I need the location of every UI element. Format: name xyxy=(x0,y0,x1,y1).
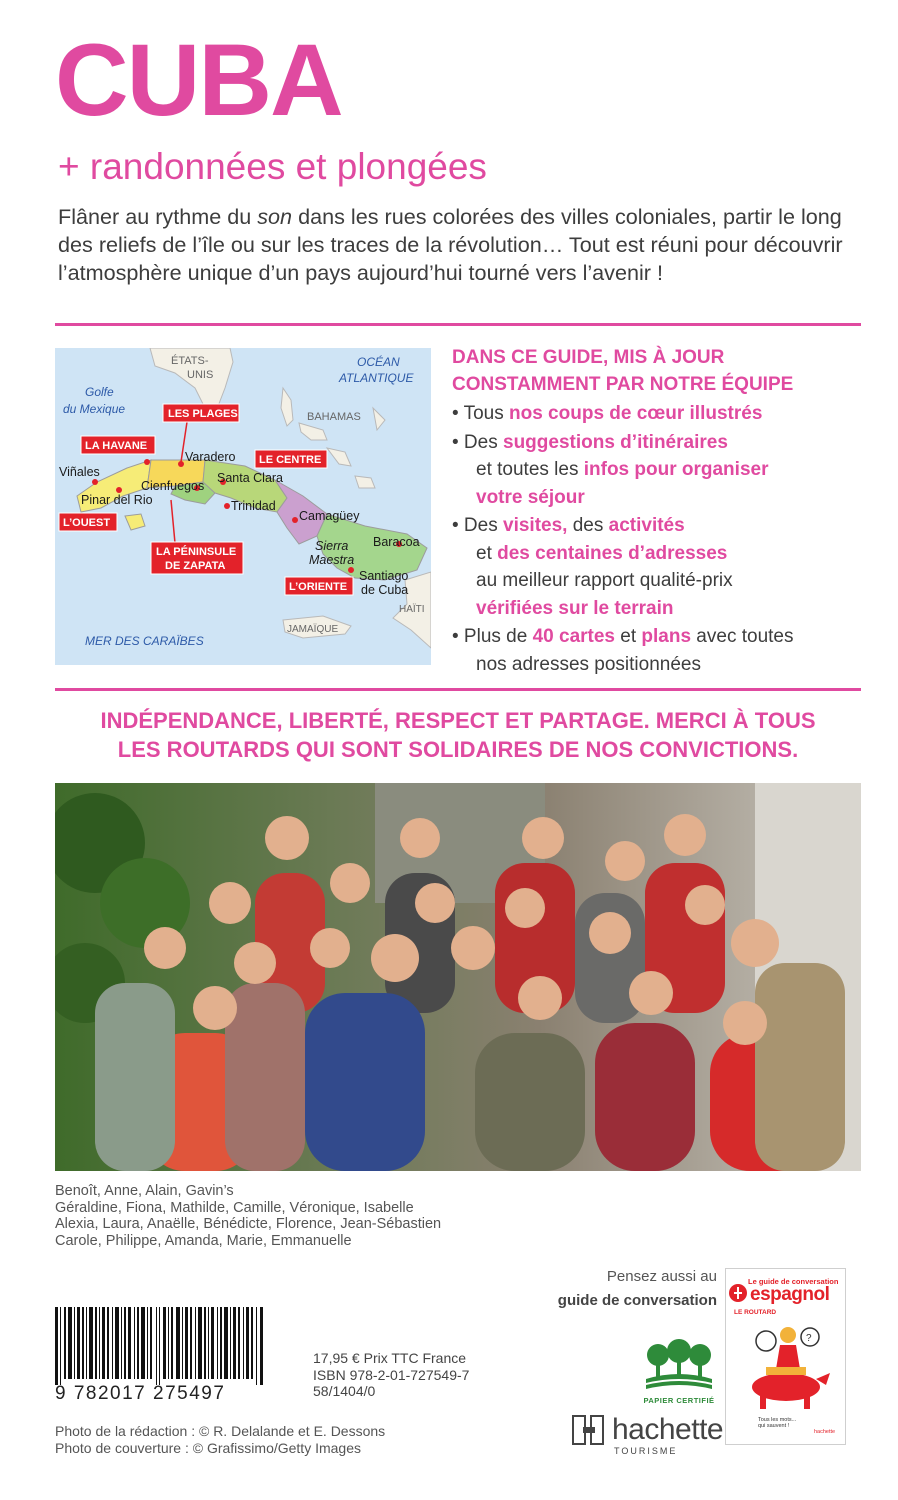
region-label: LE CENTRE xyxy=(259,454,322,466)
phrasebook-cover: ? Le guide de conversation espagnol LE ROUTARD Tous les mots... qui sauvent ! hachette xyxy=(725,1268,846,1445)
city-label: Trinidad xyxy=(231,499,276,513)
country-label: BAHAMAS xyxy=(307,411,361,423)
photo-credits: Photo de la rédaction : © R. Delalande et E. Dessons Photo de couverture : © Grafissimo/Getty Images xyxy=(55,1423,386,1456)
country-label: HAÏTI xyxy=(399,604,425,615)
see-also-note: Pensez aussi au guide de conversation xyxy=(557,1268,717,1309)
region-label: LA PÉNINSULE xyxy=(156,546,237,558)
guide-features xyxy=(452,344,872,679)
city-label: Santa Clara xyxy=(217,471,284,485)
sea-label: OCÉAN xyxy=(357,355,400,369)
city-label: Maestra xyxy=(309,553,355,567)
country-label: ÉTATS- xyxy=(171,355,209,367)
price-isbn: 17,95 € Prix TTC France ISBN 978-2-01-727549-7 58/1404/0 xyxy=(313,1350,470,1399)
city-label: Varadero xyxy=(185,450,236,464)
region-label: LES PLAGES xyxy=(168,408,238,420)
city-label: de Cuba xyxy=(361,583,409,597)
city-label: Pinar del Rio xyxy=(81,493,153,507)
country-label: UNIS xyxy=(187,369,214,381)
motto: INDÉPENDANCE, LIBERTÉ, RESPECT ET PARTAGE. MERCI À TOUS LES ROUTARDS QUI SONT SOLIDAIRES DE NOS CONVICTIONS. xyxy=(100,708,816,762)
sea-label: MER DES CARAÏBES xyxy=(85,634,204,648)
feature-item: • Tous nos coups de cœur illustrés xyxy=(452,403,763,424)
city-label: Viñales xyxy=(59,465,100,479)
barcode-number: 9 782017 275497 xyxy=(55,1383,226,1404)
country-label: JAMAÏQUE xyxy=(287,624,339,635)
guide-heading: DANS CE GUIDE, MIS À JOUR CONSTAMMENT PAR NOTRE ÉQUIPE xyxy=(452,347,794,395)
divider-middle xyxy=(55,688,861,691)
team-photo xyxy=(55,783,861,1171)
svg-text:?: ? xyxy=(806,1333,812,1344)
divider-top xyxy=(55,323,861,326)
cuba-map xyxy=(55,348,431,665)
book-title: CUBA xyxy=(55,23,342,137)
publisher-logo: hachette TOURISME xyxy=(572,1414,723,1456)
sea-label: ATLANTIQUE xyxy=(339,371,414,385)
feature-item: • Des suggestions d’itinéraires et toutes les infos pour organiser votre séjour xyxy=(452,431,769,508)
city-label: Sierra xyxy=(315,539,349,553)
barcode xyxy=(55,1307,265,1385)
region-label: L’OUEST xyxy=(63,517,111,529)
city-label: Santiago xyxy=(359,569,409,583)
sea-label: Golfe xyxy=(85,385,114,399)
region-label: L’ORIENTE xyxy=(289,581,348,593)
city-label: Cienfuegos xyxy=(141,479,205,493)
hachette-mark-icon xyxy=(572,1414,606,1446)
feature-item: • Plus de 40 cartes et plans avec toutes nos adresses positionnées xyxy=(452,626,794,675)
city-label: Camagüey xyxy=(299,509,360,523)
city-label: Baracoa xyxy=(373,535,420,549)
certified-paper-logo: PAPIER CERTIFIÉ xyxy=(640,1339,718,1405)
intro-text: Flâner au rythme du son dans les rues colorées des villes coloniales, partir le long des reliefs de l’île ou sur les traces de la révolution… Tout est réuni pour découvrir l’atmosphère unique d’un pays aujourd’hui tourné vers l’avenir ! xyxy=(58,204,843,285)
book-subtitle: + randonnées et plongées xyxy=(58,146,487,187)
team-names: Benoît, Anne, Alain, Gavin’s Géraldine, Fiona, Mathilde, Camille, Véronique, Isabelle Alexia, Laura, Anaëlle, Bénédicte, Florence, Jean-Sébastien Carole, Philippe, Amanda, Marie, Emmanuelle xyxy=(55,1183,442,1249)
region-label: LA HAVANE xyxy=(85,440,148,452)
region-label: DE ZAPATA xyxy=(165,560,226,572)
sea-label: du Mexique xyxy=(63,402,126,416)
feature-item: • Des visites, des activités et des centaines d’adresses au meilleur rapport qualité-prix vérifiées sur le terrain xyxy=(452,515,733,619)
tree-icon xyxy=(640,1339,718,1391)
